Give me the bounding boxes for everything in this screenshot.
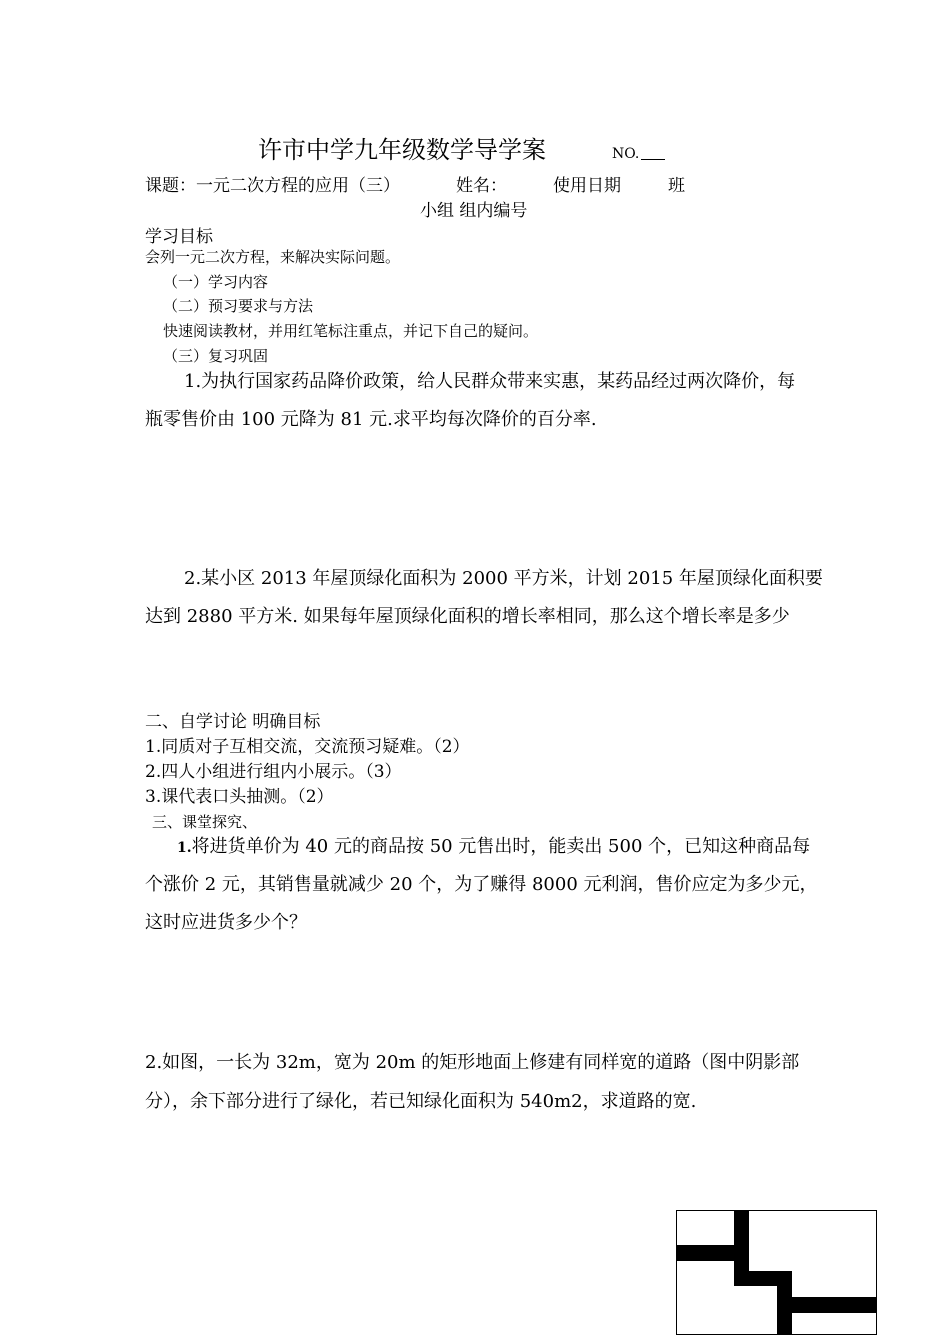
discussion-heading: 二、自学讨论 明确目标 [145, 712, 321, 732]
class-label: 班 [668, 176, 685, 196]
discussion-item-1: 1.同质对子互相交流，交流预习疑难。（2） [145, 737, 470, 757]
objectives-heading: 学习目标 [145, 227, 213, 247]
explore-problem-1-number: 1. [177, 840, 192, 856]
explore-heading: 三、课堂探究、 [152, 813, 258, 831]
document-number-blank [641, 159, 665, 160]
discussion-item-2: 2.四人小组进行组内小展示。（3） [145, 762, 402, 782]
objectives-text: 会列一元二次方程，来解决实际问题。 [145, 248, 401, 266]
review-question-1-line-2: 瓶零售价由 100 元降为 81 元.求平均每次降价的百分率. [145, 409, 597, 430]
explore-problem-1-text: 将进货单价为 40 元的商品按 50 元售出时，能卖出 500 个，已知这种商品每 [191, 836, 811, 857]
content-heading: （一）学习内容 [163, 273, 269, 291]
page-title: 许市中学九年级数学导学案 [258, 136, 546, 164]
method-text: 快速阅读教材，并用红笔标注重点，并记下自己的疑问。 [163, 322, 539, 340]
document-number [612, 147, 665, 161]
review-question-1-line-1: 1.为执行国家药品降价政策，给人民群众带来实惠，某药品经过两次降价，每 [184, 371, 796, 392]
road-layout-figure [676, 1210, 877, 1335]
explore-problem-1-line-1 [177, 838, 810, 856]
review-heading: （三）复习巩固 [163, 347, 269, 365]
explore-problem-2-line-2: 分），余下部分进行了绿化，若已知绿化面积为 540m2，求道路的宽. [145, 1091, 697, 1112]
road-horizontal-left [677, 1245, 749, 1261]
road-horizontal-right [777, 1297, 877, 1313]
explore-problem-1-line-2: 个涨价 2 元，其销售量就减少 20 个，为了赚得 8000 元利润，售价应定为多少元， [145, 874, 818, 895]
review-question-2-line-1: 2.某小区 2013 年屋顶绿化面积为 2000 平方米，计划 2015 年屋顶绿化面积要 [184, 568, 823, 589]
explore-problem-2-line-1: 2.如图，一长为 32m，宽为 20m 的矩形地面上修建有同样宽的道路（图中阴影部 [145, 1052, 800, 1073]
group-number-label: 小组 组内编号 [420, 201, 528, 221]
explore-problem-1-line-3: 这时应进货多少个？ [145, 912, 307, 933]
discussion-item-3: 3.课代表口头抽测。（2） [145, 787, 334, 807]
student-name-label: 姓名： [456, 176, 507, 196]
lesson-topic: 课题：一元二次方程的应用（三） [145, 176, 400, 196]
review-question-2-line-2: 达到 2880 平方米. 如果每年屋顶绿化面积的增长率相同，那么这个增长率是多少 [145, 606, 790, 627]
document-number-label: NO. [612, 146, 640, 162]
usage-date-label: 使用日期 [553, 176, 621, 196]
method-heading: （二）预习要求与方法 [163, 297, 314, 315]
